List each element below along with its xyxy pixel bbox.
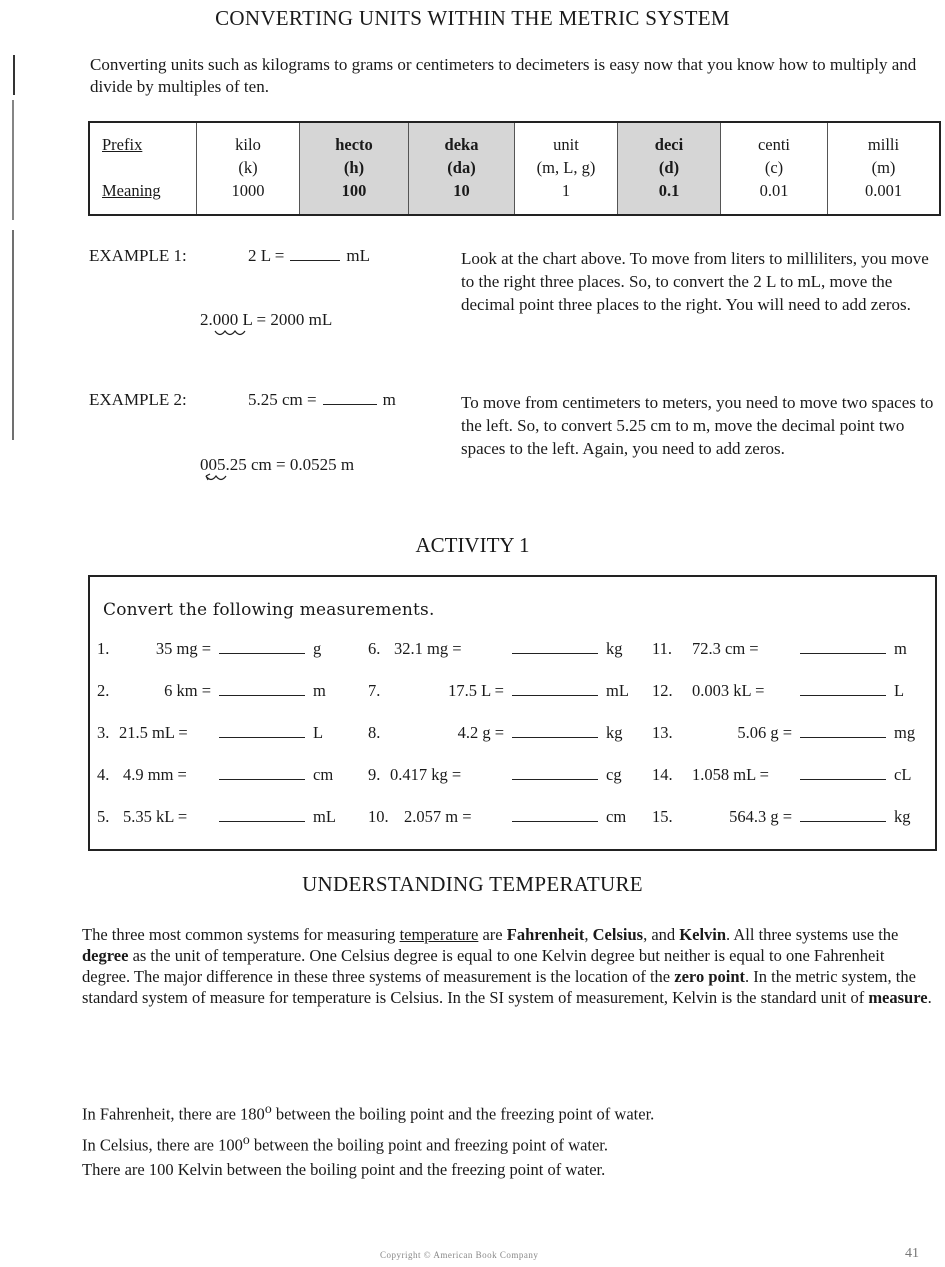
answer-blank[interactable] <box>800 765 886 780</box>
activity-title: ACTIVITY 1 <box>415 533 530 557</box>
activity-problem: 11. 72.3 cm = m <box>652 639 907 658</box>
prefix-col-hecto: hecto (h) 100 <box>300 123 409 214</box>
answer-blank[interactable] <box>512 723 598 738</box>
prefix-col-centi: centi (c) 0.01 <box>721 123 828 214</box>
activity-problem: 9. 0.417 kg = cg <box>368 765 622 784</box>
prefix-col-deka: deka (da) 10 <box>409 123 515 214</box>
page-number: 41 <box>905 1246 919 1261</box>
page-title: CONVERTING UNITS WITHIN THE METRIC SYSTEM <box>215 6 730 30</box>
prefix-col-milli: milli (m) 0.001 <box>864 135 903 200</box>
prefix-col-unit: unit (m, L, g) 1 <box>515 123 618 214</box>
answer-blank[interactable] <box>219 723 305 738</box>
activity-problem: 5. 5.35 kL = mL <box>97 807 336 826</box>
fahrenheit-fact: In Fahrenheit, there are 180$^o$ between the boiling point and the freezing point of water. <box>82 1101 655 1124</box>
activity-problem: 8. 4.2 g = kg <box>368 723 623 742</box>
answer-blank[interactable] <box>800 723 886 738</box>
activity-problem: 10. 2.057 m = cm <box>368 807 627 826</box>
activity-problem: 3. 21.5 mL = L <box>97 723 324 742</box>
example2-problem: 5.25 cm = m <box>248 390 396 409</box>
activity-instruction: Convert the following measurements. <box>103 600 435 620</box>
answer-blank[interactable] <box>512 807 598 822</box>
answer-blank[interactable] <box>800 681 886 696</box>
answer-blank[interactable] <box>219 807 305 822</box>
example1-label: EXAMPLE 1: <box>89 246 187 265</box>
answer-blank[interactable] <box>219 639 305 654</box>
binder-mark <box>13 55 15 95</box>
activity-problem: 4. 4.9 mm = cm <box>97 765 334 784</box>
example2-blank <box>323 390 377 405</box>
activity-problem: 14. 1.058 mL = cL <box>652 765 912 784</box>
meaning-label: Meaning <box>102 181 161 200</box>
answer-blank[interactable] <box>512 681 598 696</box>
decimal-move-arrow-icon <box>213 329 257 339</box>
activity-problem: 6. 32.1 mg = kg <box>368 639 623 658</box>
temperature-paragraph: The three most common systems for measuring temperature are Fahrenheit, Celsius, and Kelvin. All three systems use the degree as the unit of temperature. One Celsius degree is equal to one Kelvin degree but neither is equal to one Fahrenheit degree. The major difference in these three systems of measurement is the location of the zero point. In the metric system, the standard system of measure for temperature is Celsius. In the SI system of measurement, Kelvin is the standard unit of measure. <box>82 925 932 1007</box>
example1-explanation: Look at the chart above. To move from liters to milliliters, you move to the right three places. So, to convert the 2 L to mL, move the decimal point three places to the right. You will need to add zeros. <box>461 249 929 314</box>
activity-problem: 15. 564.3 g = kg <box>652 807 911 826</box>
prefix-table <box>88 121 941 216</box>
kelvin-fact: There are 100 Kelvin between the boiling point and the freezing point of water. <box>82 1160 606 1179</box>
example1-solution: 2.000 L = 2000 mL <box>200 310 333 329</box>
prefix-label: Prefix <box>102 135 143 154</box>
decimal-move-arrow-icon <box>204 472 234 484</box>
temperature-title: UNDERSTANDING TEMPERATURE <box>302 872 643 896</box>
prefix-col-kilo: kilo (k) 1000 <box>197 123 300 214</box>
example2-solution: 005.25 cm = 0.0525 m <box>200 455 355 474</box>
answer-blank[interactable] <box>219 765 305 780</box>
example1-blank <box>290 246 340 261</box>
answer-blank[interactable] <box>800 807 886 822</box>
temperature-facts <box>82 1096 932 1182</box>
temperature-term: temperature <box>399 925 479 944</box>
activity-problem: 1. 35 mg = g <box>97 639 322 658</box>
answer-blank[interactable] <box>512 639 598 654</box>
prefix-header <box>90 123 197 214</box>
prefix-col-deci: deci (d) 0.1 <box>618 123 721 214</box>
activity-problem: 2. 6 km = m <box>97 681 326 700</box>
activity-problem: 7. 17.5 L = mL <box>368 681 629 700</box>
example2-explanation: To move from centimeters to meters, you need to move two spaces to the left. So, to convert 5.25 cm to m, move the decimal point two spaces to the left. Again, you need to add zeros. <box>461 393 934 458</box>
example2-label: EXAMPLE 2: <box>89 390 187 409</box>
answer-blank[interactable] <box>800 639 886 654</box>
intro-paragraph: Converting units such as kilograms to grams or centimeters to decimeters is easy now that you know how to multiply and divide by multiples of ten. <box>90 55 917 96</box>
celsius-fact: In Celsius, there are 100$^o$ between the boiling point and freezing point of water. <box>82 1131 609 1154</box>
binder-mark <box>12 230 14 440</box>
example1-problem: 2 L = mL <box>248 246 370 265</box>
binder-mark <box>12 100 14 220</box>
answer-blank[interactable] <box>512 765 598 780</box>
activity-problem: 13. 5.06 g = mg <box>652 723 916 742</box>
copyright-footer: Copyright © American Book Company <box>380 1250 539 1260</box>
answer-blank[interactable] <box>219 681 305 696</box>
activity-problem: 12. 0.003 kL = L <box>652 681 905 700</box>
